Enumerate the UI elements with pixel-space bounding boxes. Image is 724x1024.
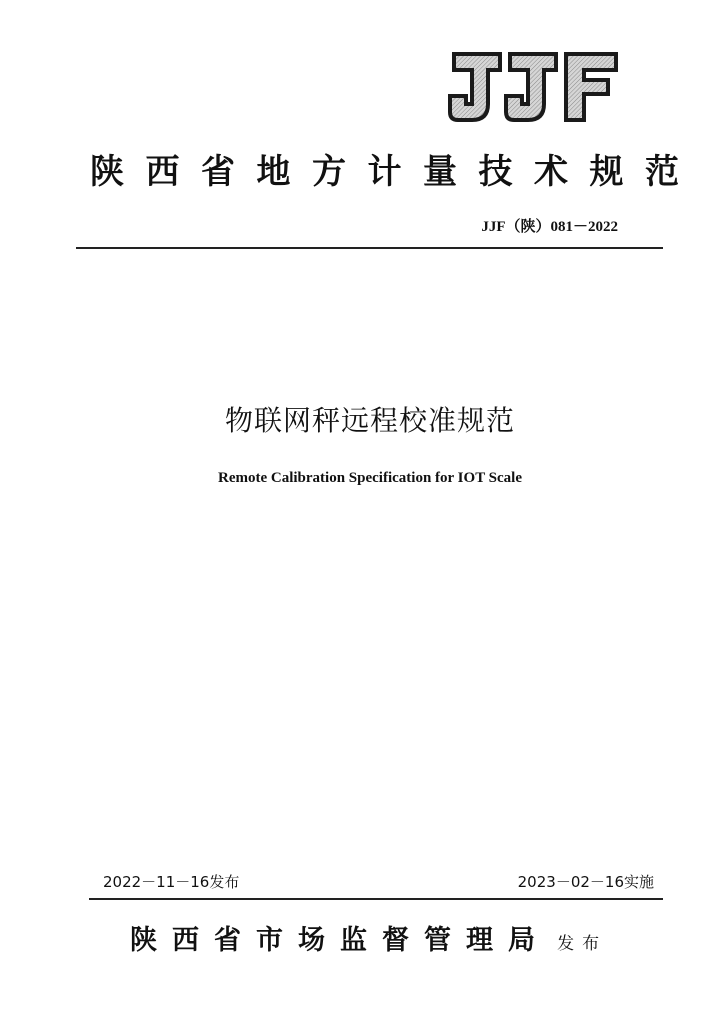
publisher-line xyxy=(130,918,607,957)
top-divider xyxy=(76,247,663,249)
publisher-name: 陕西省市场监督管理局 xyxy=(130,925,550,956)
publish-label: 发布 xyxy=(557,934,608,954)
jjf-logo xyxy=(448,50,620,124)
document-title-english: Remote Calibration Specification for IOT Scale xyxy=(218,470,522,486)
effective-date: 2023－02－16实施 xyxy=(517,873,654,891)
document-title-chinese: 物联网秤远程校准规范 xyxy=(224,404,515,437)
issue-date: 2022－11－16发布 xyxy=(103,873,240,891)
specification-code: JJF（陕）081－2022 xyxy=(481,219,618,235)
issuer-heading: 陕西省地方计量技术规范 xyxy=(90,152,701,192)
bottom-divider xyxy=(89,898,663,900)
